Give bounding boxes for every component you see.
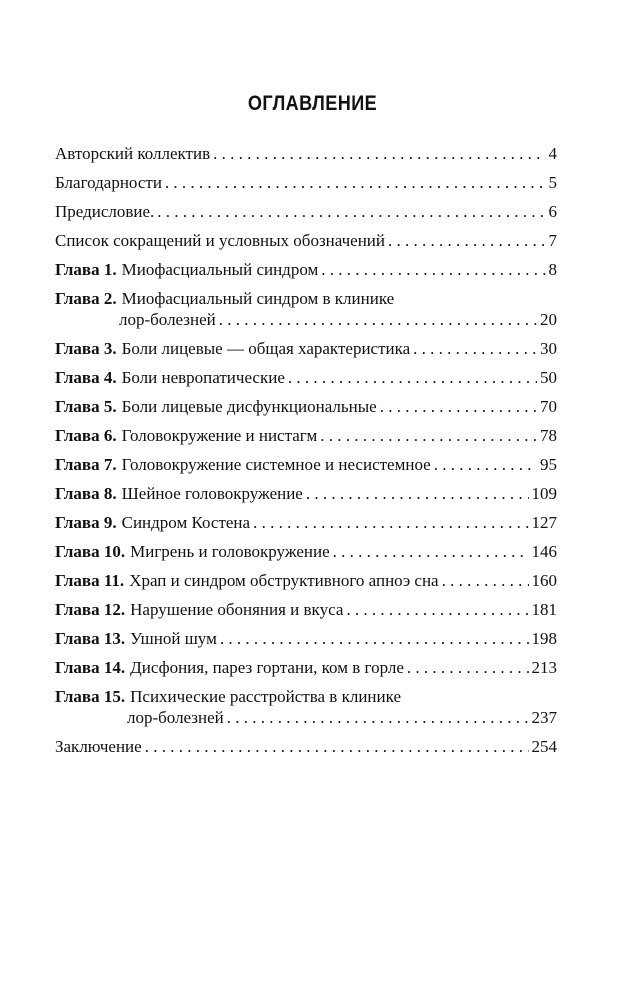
dot-leader (306, 483, 529, 504)
toc-entry-title: Миофасциальный синдром в клинике (121, 289, 395, 308)
dot-leader (145, 736, 529, 757)
toc-entry (55, 172, 557, 193)
toc-entry-chapter-5 (55, 396, 557, 417)
toc-page-number: 213 (531, 658, 557, 677)
chapter-number: Глава 8. (55, 484, 117, 503)
chapter-number: Глава 1. (55, 260, 117, 279)
chapter-number: Глава 7. (55, 455, 117, 474)
toc-entry-title: Синдром Костена (121, 513, 251, 532)
toc-entry-title-continuation: лор-болезней (127, 708, 224, 727)
chapter-number: Глава 4. (55, 368, 117, 387)
toc-entry-title: Головокружение и нистагм (121, 426, 318, 445)
toc-page-number: 4 (548, 144, 557, 163)
dot-leader (165, 172, 546, 193)
toc-entry-title: Мигрень и головокружение (130, 542, 330, 561)
toc-page-number: 95 (540, 455, 557, 474)
toc-entry-title: Храп и синдром обструктивного апноэ сна (129, 571, 439, 590)
toc-page-number: 20 (540, 310, 557, 329)
toc-entry-title: Головокружение системное и несистемное (121, 455, 431, 474)
toc-entry-chapter-7 (55, 454, 557, 475)
toc-entry-chapter-8 (55, 483, 557, 504)
dot-leader (227, 707, 529, 728)
toc-page-number: 109 (531, 484, 557, 503)
toc-entry (55, 201, 557, 222)
toc-entry-chapter-10 (55, 541, 557, 562)
dot-leader (346, 599, 528, 620)
toc-entry-chapter-14 (55, 657, 557, 678)
toc-entry-chapter-3 (55, 338, 557, 359)
dot-leader (213, 143, 545, 164)
toc-entry-title: Авторский коллектив (55, 144, 211, 163)
dot-leader (321, 259, 545, 280)
chapter-number: Глава 2. (55, 289, 117, 308)
chapter-number: Глава 5. (55, 397, 117, 416)
chapter-number: Глава 6. (55, 426, 117, 445)
chapter-number: Глава 3. (55, 339, 117, 358)
toc-entry-chapter-15 (55, 686, 557, 728)
dot-leader (388, 230, 545, 251)
toc-entry-title: Миофасциальный синдром (121, 260, 319, 279)
toc-entry-chapter-11 (55, 570, 557, 591)
toc-entry-title: Боли невропатические (121, 368, 285, 387)
toc-entry-title: Ушной шум (130, 629, 217, 648)
toc-page-number: 237 (531, 708, 557, 727)
toc-entry-chapter-6 (55, 425, 557, 446)
toc-entry-title: Предисловие. (55, 202, 155, 221)
dot-leader (219, 309, 537, 330)
toc-entry-title: Боли лицевые — общая характеристика (121, 339, 411, 358)
chapter-number: Глава 10. (55, 542, 126, 561)
page-title: ОГЛАВЛЕНИЕ (247, 92, 378, 115)
chapter-number: Глава 11. (55, 571, 125, 590)
toc-entry-title: Психические расстройства в клинике (130, 687, 401, 706)
toc-entry-chapter-4 (55, 367, 557, 388)
toc-entry-chapter-9 (55, 512, 557, 533)
toc-page-number: 78 (540, 426, 557, 445)
toc-page-number: 181 (531, 600, 557, 619)
dot-leader (434, 454, 537, 475)
toc-entry-title: Заключение (55, 737, 142, 756)
toc-page-number: 6 (548, 202, 557, 221)
dot-leader (380, 396, 537, 417)
dot-leader (157, 201, 545, 222)
dot-leader (288, 367, 537, 388)
toc-entry-title: Нарушение обоняния и вкуса (130, 600, 344, 619)
chapter-number: Глава 9. (55, 513, 117, 532)
toc-entry (55, 143, 557, 164)
dot-leader (407, 657, 529, 678)
dot-leader (220, 628, 529, 649)
toc-page-number: 146 (531, 542, 557, 561)
toc-entry-chapter-1 (55, 259, 557, 280)
toc-entry-title: Список сокращений и условных обозначений (55, 231, 386, 250)
toc-entry (55, 230, 557, 251)
chapter-number: Глава 14. (55, 658, 126, 677)
toc-entry-title: Шейное головокружение (121, 484, 303, 503)
toc-page-number: 7 (548, 231, 557, 250)
dot-leader (413, 338, 537, 359)
chapter-number: Глава 12. (55, 600, 126, 619)
toc-entry-chapter-2 (55, 288, 557, 330)
toc-entry-chapter-12 (55, 599, 557, 620)
table-of-contents (55, 143, 557, 765)
toc-page-number: 160 (531, 571, 557, 590)
toc-page-number: 8 (548, 260, 557, 279)
chapter-number: Глава 13. (55, 629, 126, 648)
dot-leader (320, 425, 537, 446)
toc-entry-title: Благодарности (55, 173, 162, 192)
toc-entry-title: Боли лицевые дисфункциональные (121, 397, 377, 416)
toc-page-number: 30 (540, 339, 557, 358)
toc-entry-title: Дисфония, парез гортани, ком в горле (130, 658, 404, 677)
toc-page-number: 70 (540, 397, 557, 416)
dot-leader (253, 512, 528, 533)
dot-leader (442, 570, 529, 591)
toc-page-number: 198 (531, 629, 557, 648)
toc-entry (55, 736, 557, 757)
toc-page-number: 50 (540, 368, 557, 387)
toc-page-number: 5 (548, 173, 557, 192)
toc-page-number: 127 (531, 513, 557, 532)
dot-leader (333, 541, 529, 562)
toc-page-number: 254 (531, 737, 557, 756)
toc-entry-chapter-13 (55, 628, 557, 649)
toc-entry-title-continuation: лор-болезней (119, 310, 216, 329)
chapter-number: Глава 15. (55, 687, 126, 706)
